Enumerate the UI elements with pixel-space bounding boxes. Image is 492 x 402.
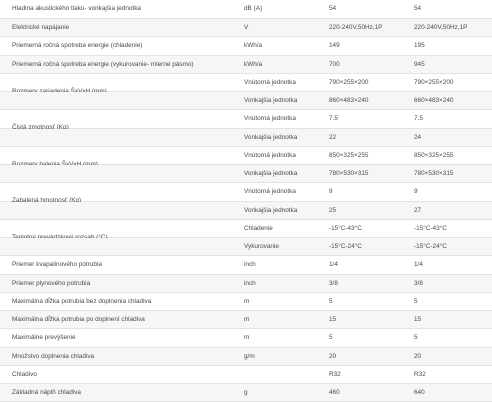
spec-unit-cell: Vnútorná jednotka (244, 115, 296, 123)
spec-value-model-2: 9 (414, 188, 418, 196)
spec-param-cell: Elektrické napájanie (12, 24, 70, 31)
spec-value-model-1: 850×325×255 (329, 151, 369, 159)
spec-row (0, 220, 492, 238)
spec-value-model-1: -15°C-43°C (329, 224, 362, 232)
spec-row (0, 256, 492, 274)
spec-param-cell (12, 129, 240, 147)
spec-value-model-2: 20 (414, 352, 422, 360)
spec-unit-cell: Chladenie (244, 224, 273, 232)
spec-value-model-2: 790×255×200 (414, 78, 454, 86)
spec-unit-cell: Vonkajšia jednotka (244, 206, 298, 214)
spec-row (0, 293, 492, 311)
spec-value-model-1: -15°C-24°C (329, 243, 362, 250)
spec-value-model-1: 5 (329, 334, 333, 342)
spec-value-model-2: 945 (414, 60, 425, 68)
spec-value-model-1: 220-240V,50Hz,1P (329, 24, 383, 31)
spec-param-cell (12, 238, 240, 256)
spec-value-model-1: 15 (329, 316, 337, 323)
spec-unit-cell: Vykurovanie (244, 243, 279, 250)
spec-value-model-1: 22 (329, 133, 337, 141)
spec-param-cell: Maximálna dĺžka potrubia bez doplnenia chladiva (12, 297, 152, 305)
spec-param-cell: Priemer kvapalinového potrubia (12, 261, 102, 269)
spec-unit-cell: dB (A) (244, 5, 263, 12)
spec-value-model-2: -15°C-43°C (414, 224, 447, 232)
spec-value-model-2: 5 (414, 334, 418, 342)
spec-value-model-1: 7.5 (329, 115, 338, 123)
spec-value-model-1: 9 (329, 188, 333, 196)
spec-value-model-2: 660×483×240 (414, 97, 454, 104)
spec-value-model-1: 780×530×315 (329, 170, 369, 177)
spec-value-model-2: R32 (414, 370, 426, 378)
spec-row (0, 384, 492, 402)
spec-unit-cell: Vnútorná jednotka (244, 188, 296, 196)
spec-value-model-2: 27 (414, 206, 422, 214)
spec-unit-cell: Vnútorná jednotka (244, 78, 296, 86)
spec-param-cell: Priemer plynového potrubia (12, 279, 91, 287)
spec-row (0, 56, 492, 74)
spec-value-model-1: 790×255×200 (329, 78, 369, 86)
spec-value-model-2: 15 (414, 316, 422, 323)
spec-value-model-1: 460 (329, 389, 340, 396)
spec-unit-cell: g (244, 389, 248, 396)
spec-param-cell: Priemerná ročná spotreba energie (vykurovanie- mierne pásmo) (12, 60, 194, 68)
spec-value-model-2: 54 (414, 5, 422, 12)
spec-value-model-2: 3/8 (414, 279, 423, 287)
spec-row (0, 92, 492, 110)
spec-unit-cell: inch (244, 261, 256, 269)
spec-row (0, 348, 492, 366)
spec-value-model-2: 640 (414, 389, 425, 396)
spec-param-cell: Množstvo doplnenia chladiva (12, 352, 95, 360)
spec-value-model-2: 780×530×315 (414, 170, 454, 177)
spec-value-model-1: 1/4 (329, 261, 338, 269)
spec-value-model-2: 195 (414, 42, 425, 50)
spec-unit-cell: inch (244, 279, 256, 287)
spec-value-model-2: 24 (414, 133, 422, 141)
spec-unit-cell (244, 366, 326, 384)
spec-row (0, 311, 492, 329)
spec-unit-cell: m (244, 297, 250, 305)
spec-unit-cell: Vnútorná jednotka (244, 151, 296, 159)
spec-value-model-1: 25 (329, 206, 337, 214)
spec-row (0, 0, 492, 19)
spec-unit-cell: g/m (244, 352, 255, 360)
spec-value-model-2: 1/4 (414, 261, 423, 269)
spec-unit-cell: V (244, 24, 249, 31)
spec-param-cell: Základná náplň chladiva (12, 389, 81, 396)
spec-value-model-2: 850×325×255 (414, 151, 454, 159)
spec-unit-cell: m (244, 316, 250, 323)
spec-value-model-1: 860×483×240 (329, 97, 369, 104)
spec-row (0, 329, 492, 347)
spec-value-model-1: 3/8 (329, 279, 338, 287)
spec-value-model-1: 54 (329, 5, 337, 12)
spec-row (0, 366, 492, 384)
spec-value-model-1: 5 (329, 297, 333, 305)
spec-unit-cell: Vonkajšia jednotka (244, 133, 298, 141)
spec-unit-cell: Vonkajšia jednotka (244, 97, 298, 104)
spec-row (0, 238, 492, 256)
spec-param-cell: Maximálna dĺžka potrubia po doplnení chladiva (12, 316, 145, 323)
spec-param-cell (12, 92, 240, 110)
spec-value-model-2: 5 (414, 297, 418, 305)
spec-param-cell: Hladina akustického tlaku- vonkajšia jednotka (12, 5, 141, 12)
spec-unit-cell: m (244, 334, 250, 342)
spec-value-model-2: -15°C-24°C (414, 243, 447, 250)
spec-unit-cell: kWh/a (244, 42, 263, 50)
spec-row (0, 110, 492, 128)
spec-row (0, 147, 492, 165)
spec-row (0, 37, 492, 55)
spec-row (0, 275, 492, 293)
spec-param-cell: Maximálne prevýšenie (12, 334, 76, 342)
spec-value-model-2: 7.5 (414, 115, 423, 123)
spec-unit-cell: Vonkajšia jednotka (244, 170, 298, 177)
spec-unit-cell: kWh/a (244, 60, 263, 68)
spec-param-cell (12, 202, 240, 220)
spec-param-cell: Chladivo (12, 370, 37, 378)
spec-value-model-1: R32 (329, 370, 341, 378)
spec-row (0, 19, 492, 37)
spec-row (0, 183, 492, 201)
spec-value-model-1: 20 (329, 352, 337, 360)
spec-row (0, 74, 492, 92)
spec-row (0, 202, 492, 220)
spec-value-model-1: 149 (329, 42, 340, 50)
spec-param-cell: Priemerná ročná spotreba energie (chladenie) (12, 42, 143, 50)
spec-row (0, 129, 492, 147)
spec-param-cell (12, 165, 240, 183)
spec-value-model-1: 700 (329, 60, 340, 68)
spec-value-model-2: 220-240V,50Hz,1P (414, 24, 468, 31)
spec-row (0, 165, 492, 183)
